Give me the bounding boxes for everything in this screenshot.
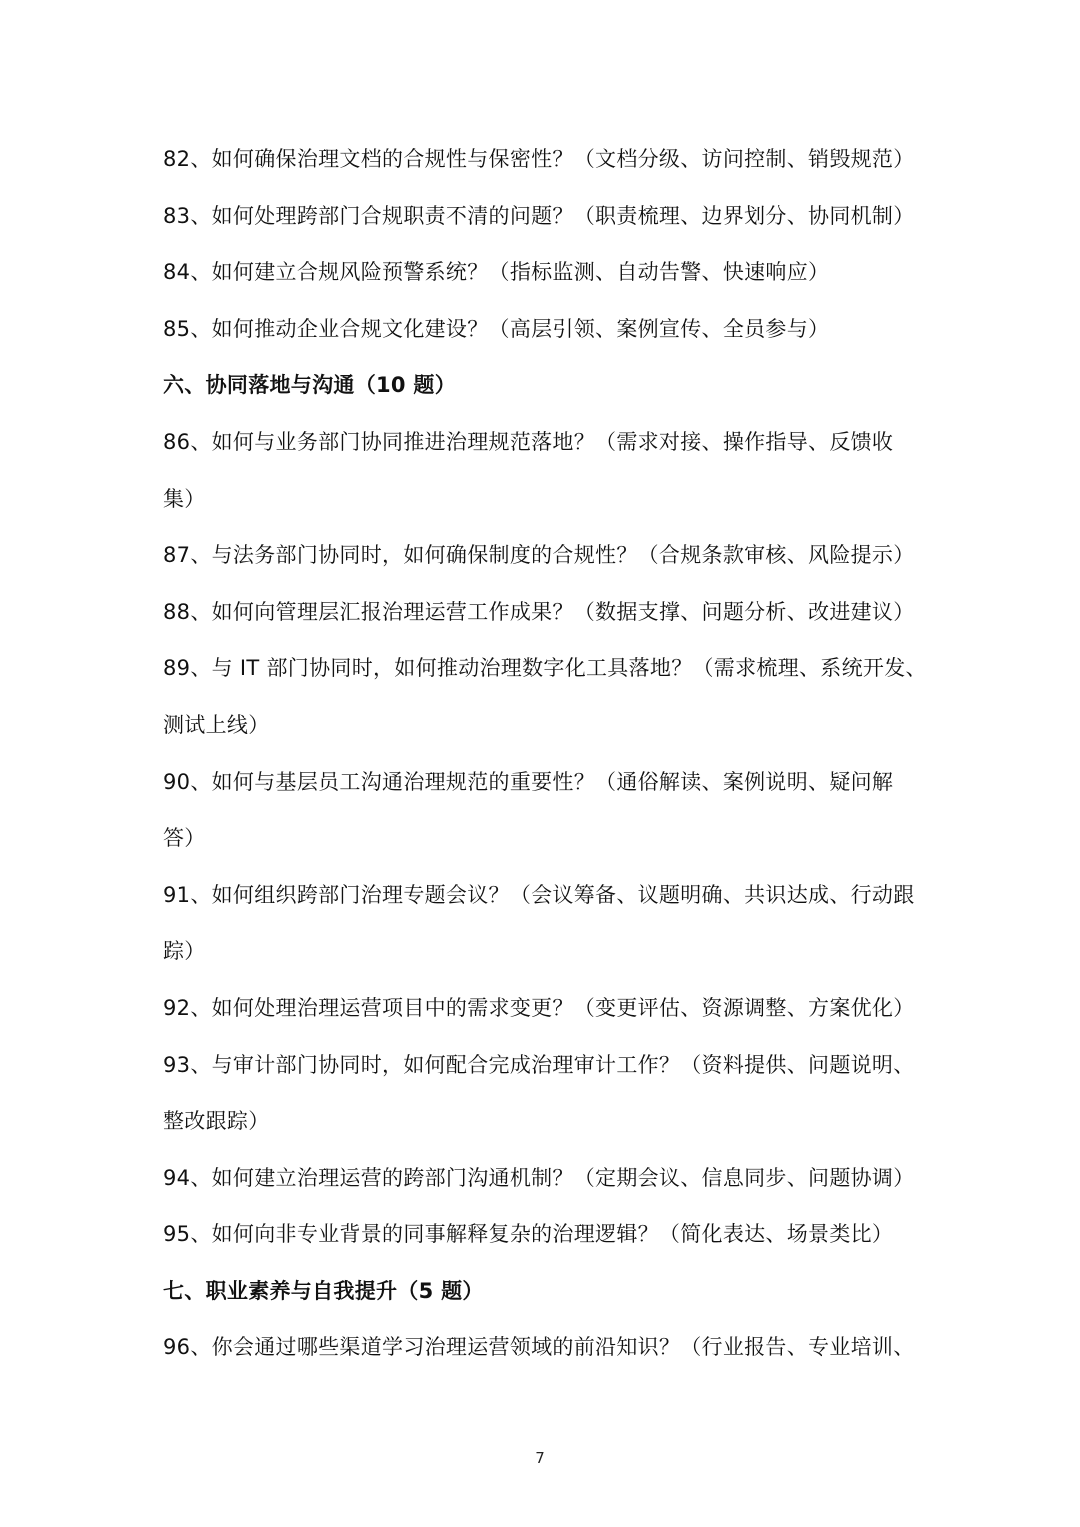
question-line: 87、与法务部门协同时，如何确保制度的合规性？（合规条款审核、风险提示） <box>163 543 915 568</box>
document-body <box>163 131 933 1376</box>
question-line: 83、如何处理跨部门合规职责不清的问题？（职责梳理、边界划分、协同机制） <box>163 203 915 228</box>
question-line: 整改跟踪） <box>163 1109 270 1134</box>
question-line: 91、如何组织跨部门治理专题会议？（会议筹备、议题明确、共识达成、行动跟 <box>163 882 915 907</box>
question-line: 答） <box>163 826 206 851</box>
question-line: 85、如何推动企业合规文化建设？（高层引领、案例宣传、全员参与） <box>163 316 830 341</box>
question-line: 90、如何与基层员工沟通治理规范的重要性？（通俗解读、案例说明、疑问解 <box>163 769 894 794</box>
question-line: 93、与审计部门协同时，如何配合完成治理审计工作？（资料提供、问题说明、 <box>163 1052 915 1077</box>
section-heading: 六、协同落地与沟通（10 题） <box>163 373 457 398</box>
question-line: 92、如何处理治理运营项目中的需求变更？（变更评估、资源调整、方案优化） <box>163 995 915 1020</box>
question-line: 88、如何向管理层汇报治理运营工作成果？（数据支撑、问题分析、改进建议） <box>163 599 915 624</box>
question-line: 测试上线） <box>163 712 270 737</box>
question-line: 95、如何向非专业背景的同事解释复杂的治理逻辑？（简化表达、场景类比） <box>163 1222 894 1247</box>
question-line: 84、如何建立合规风险预警系统？（指标监测、自动告警、快速响应） <box>163 260 830 285</box>
question-line: 踪） <box>163 939 206 964</box>
question-line: 94、如何建立治理运营的跨部门沟通机制？（定期会议、信息同步、问题协调） <box>163 1165 915 1190</box>
page-number: 7 <box>535 1449 545 1467</box>
question-line: 82、如何确保治理文档的合规性与保密性？（文档分级、访问控制、销毁规范） <box>163 147 915 171</box>
question-line: 集） <box>163 486 206 511</box>
section-heading: 七、职业素养与自我提升（5 题） <box>163 1278 484 1303</box>
question-line: 96、你会通过哪些渠道学习治理运营领域的前沿知识？（行业报告、专业培训、 <box>163 1335 915 1360</box>
question-line: 86、如何与业务部门协同推进治理规范落地？（需求对接、操作指导、反馈收 <box>163 429 894 454</box>
question-line: 89、与 IT 部门协同时，如何推动治理数字化工具落地？（需求梳理、系统开发、 <box>163 656 927 681</box>
